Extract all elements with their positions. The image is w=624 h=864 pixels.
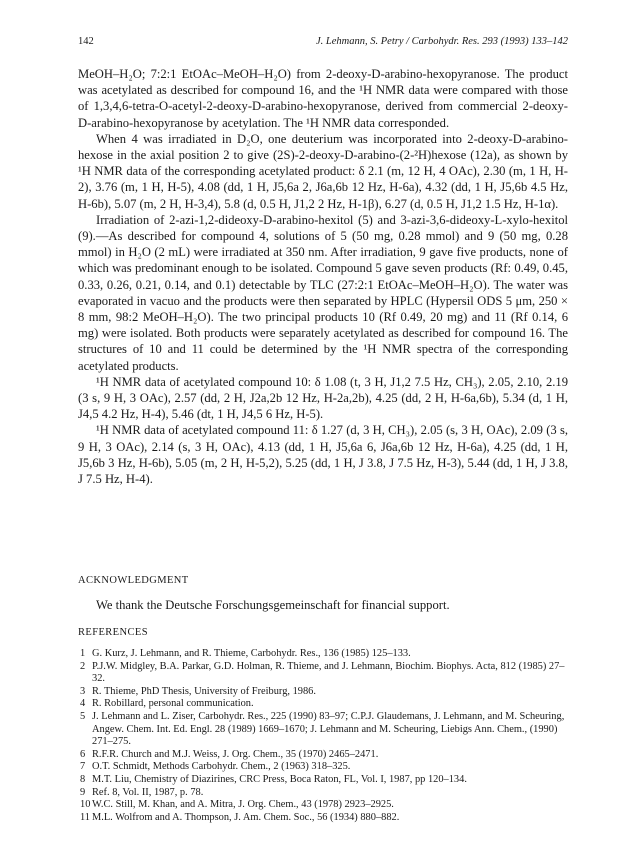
reference-text: R.F.R. Church and M.J. Weiss, J. Org. Chem., 35 (1970) 2465–2471.	[92, 748, 379, 760]
acknowledgment-heading: ACKNOWLEDGMENT	[78, 575, 189, 586]
reference-item	[80, 799, 568, 812]
reference-number: 9	[80, 786, 86, 798]
reference-item	[80, 661, 568, 686]
page-number: 142	[78, 36, 94, 47]
reference-number: 3	[80, 685, 86, 697]
reference-item	[80, 698, 568, 711]
reference-text: O.T. Schmidt, Methods Carbohydr. Chem., 2 (1963) 318–325.	[92, 761, 351, 773]
reference-item	[80, 648, 568, 661]
reference-text: R. Robillard, personal communication.	[92, 698, 254, 710]
reference-text: J. Lehmann and L. Ziser, Carbohydr. Res., 225 (1990) 83–97; C.P.J. Glaudemans, J. Lehmann, and M. Scheuring, Angew. Chem. Int. Ed. Engl. 28 (1989) 1669–1670; J. Lehmann and M. Scheuring, Liebigs Ann. Chem., (1990) 271–275.	[92, 710, 565, 748]
reference-number: 8	[80, 773, 86, 785]
reference-item	[80, 787, 568, 800]
reference-number: 7	[80, 761, 86, 773]
reference-number: 5	[80, 710, 86, 722]
reference-number: 6	[80, 748, 86, 760]
reference-text: M.L. Wolfrom and A. Thompson, J. Am. Chem. Soc., 56 (1934) 880–882.	[92, 811, 400, 823]
reference-text: W.C. Still, M. Khan, and A. Mitra, J. Org. Chem., 43 (1978) 2923–2925.	[92, 799, 394, 811]
reference-number: 11	[80, 811, 91, 823]
references-heading: REFERENCES	[78, 627, 148, 638]
reference-list	[80, 648, 568, 824]
paragraph: ¹H NMR data of acetylated compound 10: δ 1.08 (t, 3 H, J1,2 7.5 Hz, CH₃), 2.05, 2.10, 2.19 (3 s, 9 H, 3 OAc), 2.57 (dd, 2 H, J2a,2b 12 Hz, H-2a,2b), 4.25 (dd, 2 H, H-6a,6b), 5.34 (d, 1 H, J4,5 4.2 Hz, H-4), 5.46 (dt, 1 H, J4,5 6 Hz, H-5).	[78, 374, 568, 422]
paragraph: MeOH–H₂O; 7:2:1 EtOAc–MeOH–H₂O) from 2-deoxy-D-arabino-hexopyranose. The product was acetylated as described for compound 16, and the ¹H NMR data were compared with those of 1,3,4,6-tetra-O-acetyl-2-deoxy-D-arabino-hexopyranose, derived from commercial 2-deoxy-D-arabino-hexopyranose by acetylation. The ¹H NMR data corresponded.	[78, 67, 568, 130]
article-body	[78, 66, 568, 487]
reference-number: 10	[80, 799, 91, 811]
reference-item	[80, 749, 568, 762]
reference-item	[80, 761, 568, 774]
reference-item	[80, 686, 568, 699]
reference-item	[80, 812, 568, 825]
reference-text: Ref. 8, Vol. II, 1987, p. 78.	[92, 786, 204, 798]
reference-text: R. Thieme, PhD Thesis, University of Freiburg, 1986.	[92, 685, 316, 697]
running-head: J. Lehmann, S. Petry / Carbohydr. Res. 293 (1993) 133–142	[316, 36, 568, 47]
reference-text: M.T. Liu, Chemistry of Diazirines, CRC Press, Boca Raton, FL, Vol. I, 1987, pp 120–134.	[92, 773, 467, 785]
reference-number: 1	[80, 648, 86, 659]
reference-number: 4	[80, 698, 86, 710]
reference-item	[80, 774, 568, 787]
paragraph: ¹H NMR data of acetylated compound 11: δ 1.27 (d, 3 H, CH₃), 2.05 (s, 3 H, OAc), 2.09 (3 s, 9 H, 3 OAc), 2.14 (s, 3 H, OAc), 4.13 (dd, 1 H, J5,6a 6, J6a,6b 12 Hz, H-6a), 4.25 (dd, 1 H, J5,6b 3 Hz, H-6b), 5.05 (m, 2 H, H-5,2), 5.25 (dd, 1 H, J 3.8, J 7.5 Hz, H-3), 5.44 (dd, 1 H, J 3.8, J 7.5 Hz, H-4).	[78, 423, 568, 487]
reference-item	[80, 711, 568, 749]
reference-number: 2	[80, 660, 86, 672]
page-header	[78, 36, 568, 50]
reference-text: P.J.W. Midgley, B.A. Parkar, G.D. Holman, R. Thieme, and J. Lehmann, Biochim. Biophys. Acta, 812 (1985) 27–32.	[92, 660, 565, 685]
paragraph: When 4 was irradiated in D₂O, one deuterium was incorporated into 2-deoxy-D-arabino-hexose in the axial position 2 to give (2S)-2-deoxy-D-arabino-(2-²H)hexose (12a), as shown by ¹H NMR data of the corresponding acetylated product: δ 2.1 (m, 12 H, 4 OAc), 2.30 (m, 1 H, H-2), 3.76 (m, 1 H, H-5), 4.08 (dd, 1 H, J5,6a 2, J6a,6b 12 Hz, H-6a), 4.32 (dd, 1 H, J5,6b 4.5 Hz, H-6b), 5.07 (m, 2 H, H-3,4), 5.8 (d, 0.5 H, J1,2 2 Hz, H-1β), 6.27 (d, 0.5 H, J1,2 1.5 Hz, H-1α).	[78, 131, 568, 211]
reference-text: G. Kurz, J. Lehmann, and R. Thieme, Carbohydr. Res., 136 (1985) 125–133.	[92, 648, 411, 659]
paragraph: Irradiation of 2-azi-1,2-dideoxy-D-arabino-hexitol (5) and 3-azi-3,6-dideoxy-L-xylo-hexitol (9).—As described for compound 4, solutions of 5 (50 mg, 0.28 mmol) and 9 (50 mg, 0.28 mmol) in H₂O (2 mL) were irradiated at 350 nm. After irradiation, 9 gave five products, none of which was predominant enough to be isolated. Compound 5 gave seven products (Rf: 0.49, 0.45, 0.33, 0.26, 0.21, 0.14, and 0.1) detectable by TLC (27:2:1 EtOAc–MeOH–H₂O). The water was evaporated in vacuo and the products were then separated by HPLC (Hypersil ODS 5 μm, 250 × 8 mm, 98:2 MeOH–H₂O). The two principal products 10 (Rf 0.49, 20 mg) and 11 (Rf 0.14, 6 mg) were isolated. Both products were separately acetylated as described for compound 16. The structures of 10 and 11 could be determined by the ¹H NMR spectra of the corresponding acetylated products.	[78, 212, 568, 373]
acknowledgment-text: We thank the Deutsche Forschungsgemeinschaft for financial support.	[96, 598, 450, 612]
